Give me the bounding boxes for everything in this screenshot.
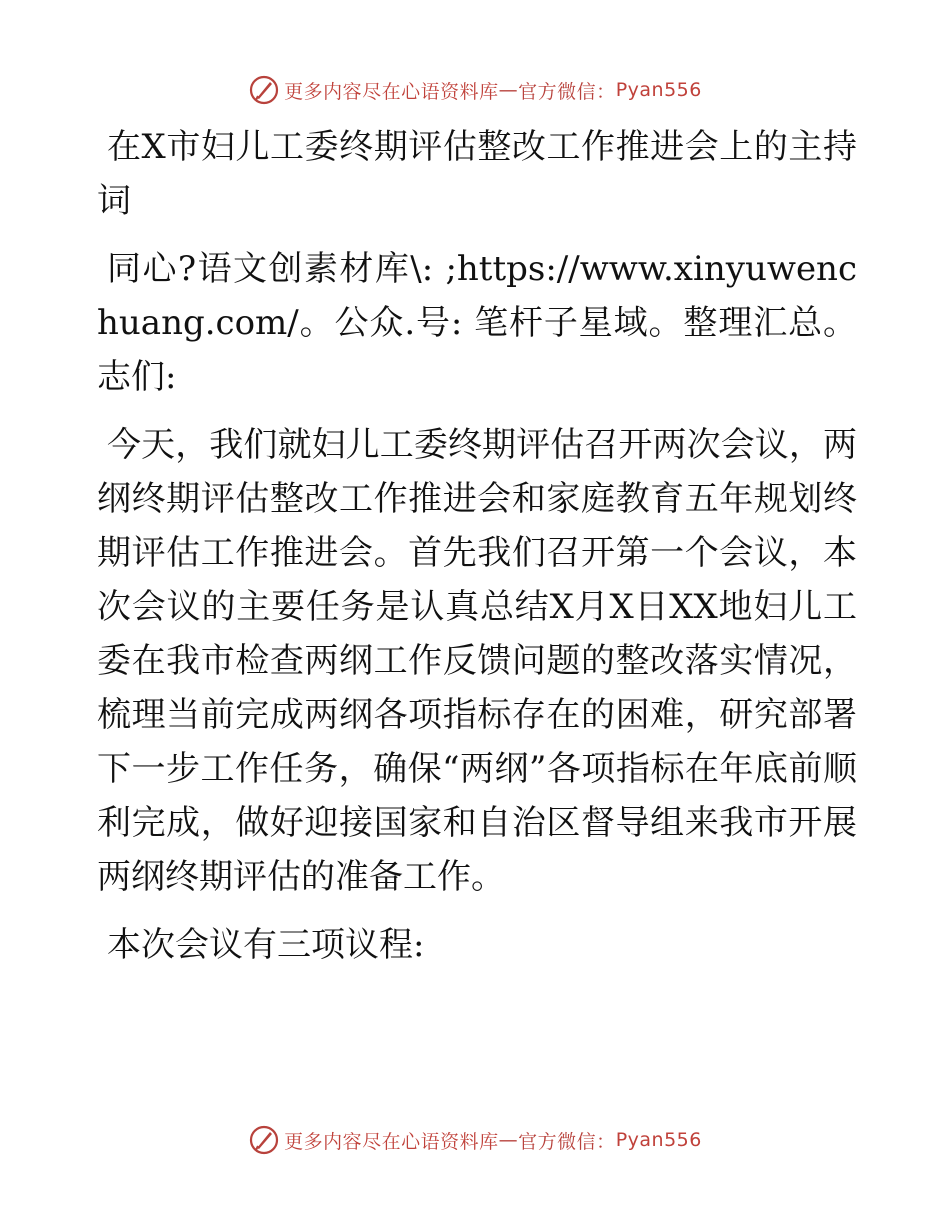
- document-body: [97, 120, 857, 986]
- source-line: 同心?语文创素材库\: ;https://www.xinyuwenchuang.com/。公众.号: 笔杆子星域。整理汇总。志们:: [97, 249, 857, 397]
- watermark-contact: 官方微信：: [518, 1130, 616, 1153]
- watermark-handle: Pyan556: [615, 79, 702, 101]
- watermark-separator: —: [498, 1129, 519, 1151]
- document-title: 在X市妇儿工委终期评估整改工作推进会上的主持词: [97, 127, 857, 221]
- watermark-brand: 更多内容尽在心语资料库: [284, 1130, 499, 1153]
- body-paragraph-1: 今天，我们就妇儿工委终期评估召开两次会议，两纲终期评估整改工作推进会和家庭教育五年规划终期评估工作推进会。首先我们召开第一个会议，本次会议的主要任务是认真总结X月X日XX地妇儿工委在我市检查两纲工作反馈问题的整改落实情况，梳理当前完成两纲各项指标存在的困难，研究部署下一步工作任务，确保“两纲”各项指标在年底前顺利完成，做好迎接国家和自治区督导组来我市开展两纲终期评估的准备工作。: [97, 425, 857, 897]
- watermark-separator: —: [498, 79, 519, 101]
- body-paragraph-2: 本次会议有三项议程:: [107, 925, 425, 965]
- watermark-brand: 更多内容尽在心语资料库: [284, 80, 499, 103]
- watermark-handle: Pyan556: [615, 1129, 702, 1151]
- quill-pen-logo-icon: [248, 1124, 280, 1156]
- footer-watermark: [0, 1120, 950, 1160]
- quill-pen-logo-icon: [248, 74, 280, 106]
- watermark-contact: 官方微信：: [518, 80, 616, 103]
- header-watermark: [0, 70, 950, 110]
